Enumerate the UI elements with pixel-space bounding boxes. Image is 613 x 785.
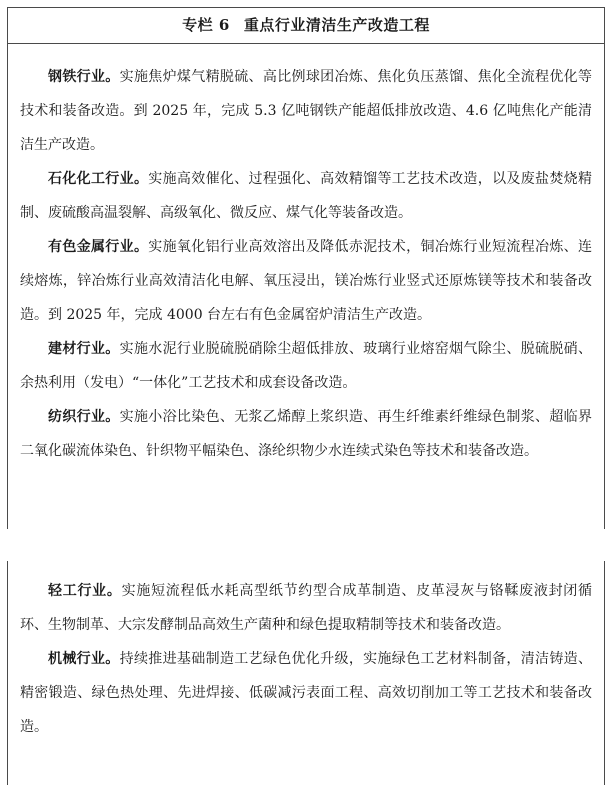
paragraph-heading: 机械行业。 [48, 651, 120, 667]
paragraph-machinery [20, 642, 592, 744]
paragraph-steel [20, 60, 592, 162]
column-box-continued [7, 561, 605, 785]
column-title [8, 8, 604, 44]
paragraph-body: 实施氧化铝行业高效溶出及降低赤泥技术，铜冶炼行业短流程冶炼、连续熔炼，锌冶炼行业高效清洁化电解、氧压浸出，镁冶炼行业竖式还原炼镁等技术和装备改造。到 2025 年，完成 4000 台左右有色金属窑炉清洁生产改造。 [20, 239, 593, 323]
paragraph-body: 实施短流程低水耗高型纸节约型合成革制造、皮革浸灰与铬鞣废液封闭循环、生物制革、大宗发酵制品高效生产菌种和绿色提取精制等技术和装备改造。 [20, 583, 593, 633]
paragraph-heading: 建材行业。 [48, 341, 120, 357]
paragraph-petrochemical [20, 162, 592, 230]
paragraph-heading: 轻工行业。 [48, 583, 122, 599]
paragraph-body: 实施焦炉煤气精脱硫、高比例球团冶炼、焦化负压蒸馏、焦化全流程优化等技术和装备改造。到 2025 年，完成 5.3 亿吨钢铁产能超低排放改造、4.6 亿吨焦化产能清洁生产改造。 [20, 69, 593, 153]
paragraph-heading: 有色金属行业。 [48, 239, 149, 255]
column-box-top [7, 7, 605, 529]
column-number: 专栏 6 [182, 16, 230, 34]
column-content [8, 44, 604, 468]
paragraph-body: 持续推进基础制造工艺绿色优化升级，实施绿色工艺材料制备，清洁铸造、精密锻造、绿色热处理、先进焊接、低碳减污表面工程、高效切削加工等工艺技术和装备改造。 [20, 651, 593, 735]
column-title-text: 重点行业清洁生产改造工程 [243, 16, 430, 34]
paragraph-heading: 石化化工行业。 [48, 171, 149, 187]
column-content [8, 561, 604, 744]
paragraph-building-materials [20, 332, 592, 400]
paragraph-body: 实施高效催化、过程强化、高效精馏等工艺技术改造，以及废盐焚烧精制、废硫酸高温裂解、高级氧化、微反应、煤气化等装备改造。 [20, 171, 593, 221]
paragraph-textile [20, 400, 592, 468]
paragraph-heading: 钢铁行业。 [48, 69, 120, 85]
paragraph-body: 实施小浴比染色、无浆乙烯醇上浆织造、再生纤维素纤维绿色制浆、超临界二氧化碳流体染色、针织物平幅染色、涤纶织物少水连续式染色等技术和装备改造。 [20, 409, 593, 459]
paragraph-heading: 纺织行业。 [48, 409, 120, 425]
paragraph-light-industry [20, 574, 592, 642]
paragraph-nonferrous [20, 230, 592, 332]
paragraph-body: 实施水泥行业脱硫脱硝除尘超低排放、玻璃行业熔窑烟气除尘、脱硫脱硝、余热利用（发电）“一体化”工艺技术和成套设备改造。 [20, 341, 593, 391]
